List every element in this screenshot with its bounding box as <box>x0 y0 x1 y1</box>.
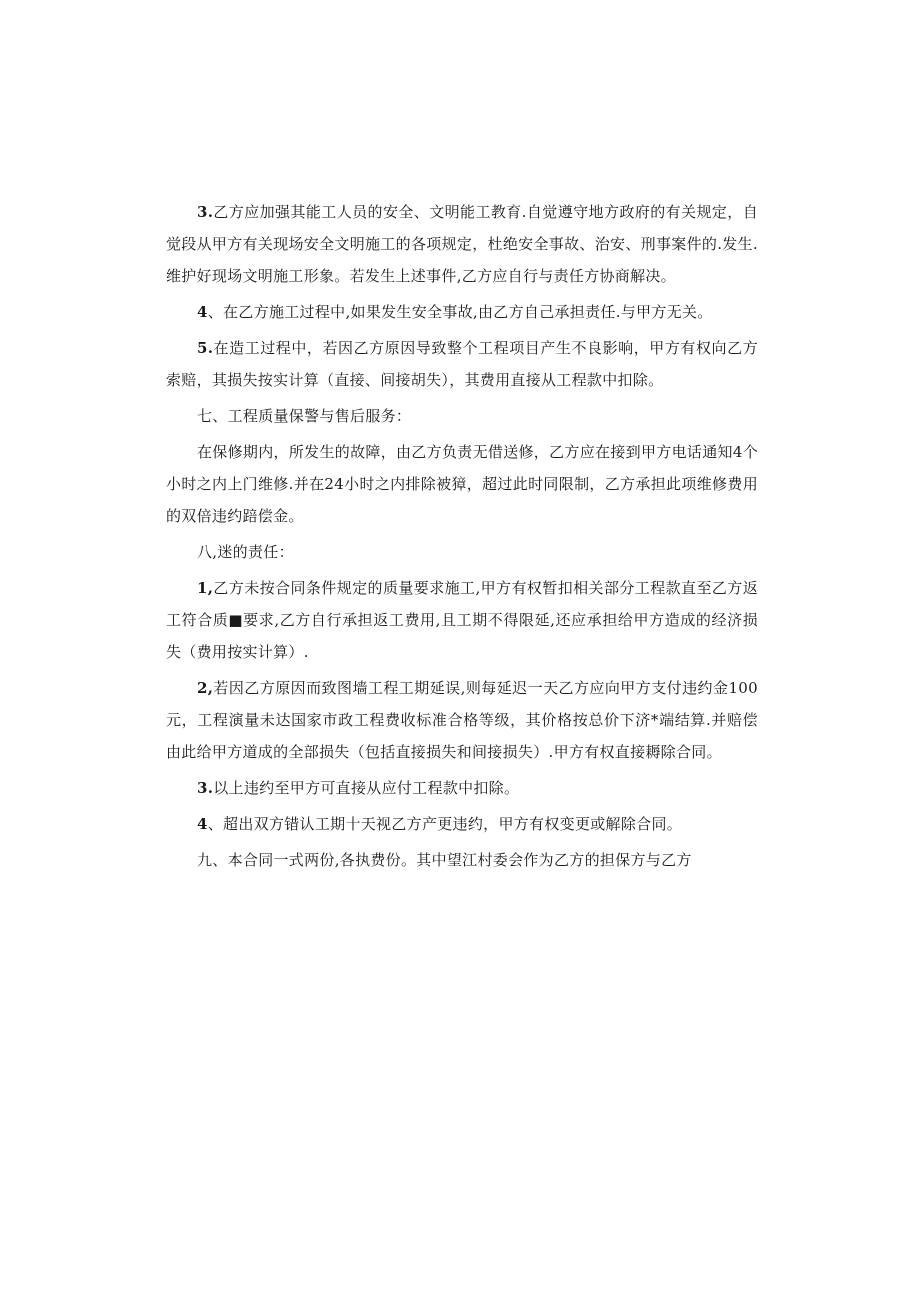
paragraph-number: 3. <box>197 203 214 221</box>
paragraph-warranty <box>166 436 758 532</box>
paragraph-text: 乙方未按合同条件规定的质量要求施工,甲方有权暂扣相关部分工程款直至乙方返工符合质■要求,乙方自行承担返工费用,且工期不得限延,还应承担给甲方造成的经济损失（费用按实计算）. <box>166 579 758 661</box>
document-body <box>166 196 758 880</box>
paragraph-number: 4 <box>197 303 208 321</box>
section-heading-copies <box>166 844 758 876</box>
paragraph-safety-accident <box>166 296 758 328</box>
paragraph-number: 1, <box>197 579 214 597</box>
paragraph-text: 八,迷的责任： <box>197 543 294 561</box>
paragraph-overdue-termination <box>166 808 758 840</box>
paragraph-deduction <box>166 772 758 804</box>
paragraph-number: 2, <box>197 679 214 697</box>
paragraph-number: 5. <box>197 339 214 357</box>
paragraph-text: 、超出双方错认工期十天视乙方产更违约，甲方有权变更或解除合同。 <box>207 815 683 833</box>
paragraph-text: 乙方应加强其能工人员的安全、文明能工教育.自觉遵守地方政府的有关规定，自觉段从甲方有关现场安全文明施工的各项规定，杜绝安全事故、治安、刑事案件的.发生.维护好现场文明施工形象。若发生上述事件,乙方应自行与责任方协商解决。 <box>166 203 758 285</box>
paragraph-text: 七、工程质量保警与售后服务： <box>197 407 412 425</box>
paragraph-safety-education <box>166 196 758 292</box>
paragraph-rework <box>166 572 758 668</box>
paragraph-delay-penalty <box>166 672 758 768</box>
paragraph-text: 、在乙方施工过程中,如果发生安全事故,由乙方自己承担责任.与甲方无关。 <box>207 303 713 321</box>
paragraph-text: 在保修期内，所发生的故障，由乙方负责无借送修，乙方应在接到甲方电话通知4个小时之内上门维修.并在24小时之内排除被獐，超过此时同限制，乙方承担此项维修费用的双倍违约踣偿金。 <box>166 443 758 525</box>
paragraph-claim <box>166 332 758 396</box>
paragraph-text: 若因乙方原因而致图墙工程工期延误,则每延迟一天乙方应向甲方支付违约金100元，工程演量未达国家市政工程费收标准合格等级，其价格按总价下济*端结算.并赔偿由此给甲方道成的全部损失（包括直接损失和间接损失）.甲方有权直接耨除合同。 <box>166 679 758 761</box>
paragraph-text: 九、本合同一式两份,各执费份。其中望江村委会作为乙方的担保方与乙方 <box>197 851 692 869</box>
section-heading-liability <box>166 536 758 568</box>
paragraph-text: 以上违约至甲方可直接从应付工程款中扣除。 <box>213 779 520 797</box>
paragraph-number: 4 <box>197 815 208 833</box>
section-heading-quality <box>166 400 758 432</box>
paragraph-text: 在造工过程中，若因乙方原因导致整个工程项目产生不良影响，甲方有权向乙方索赔，其损失按实计算（直接、间接胡失），其费用直接从工程款中扣除。 <box>166 339 758 389</box>
paragraph-number: 3. <box>197 779 214 797</box>
